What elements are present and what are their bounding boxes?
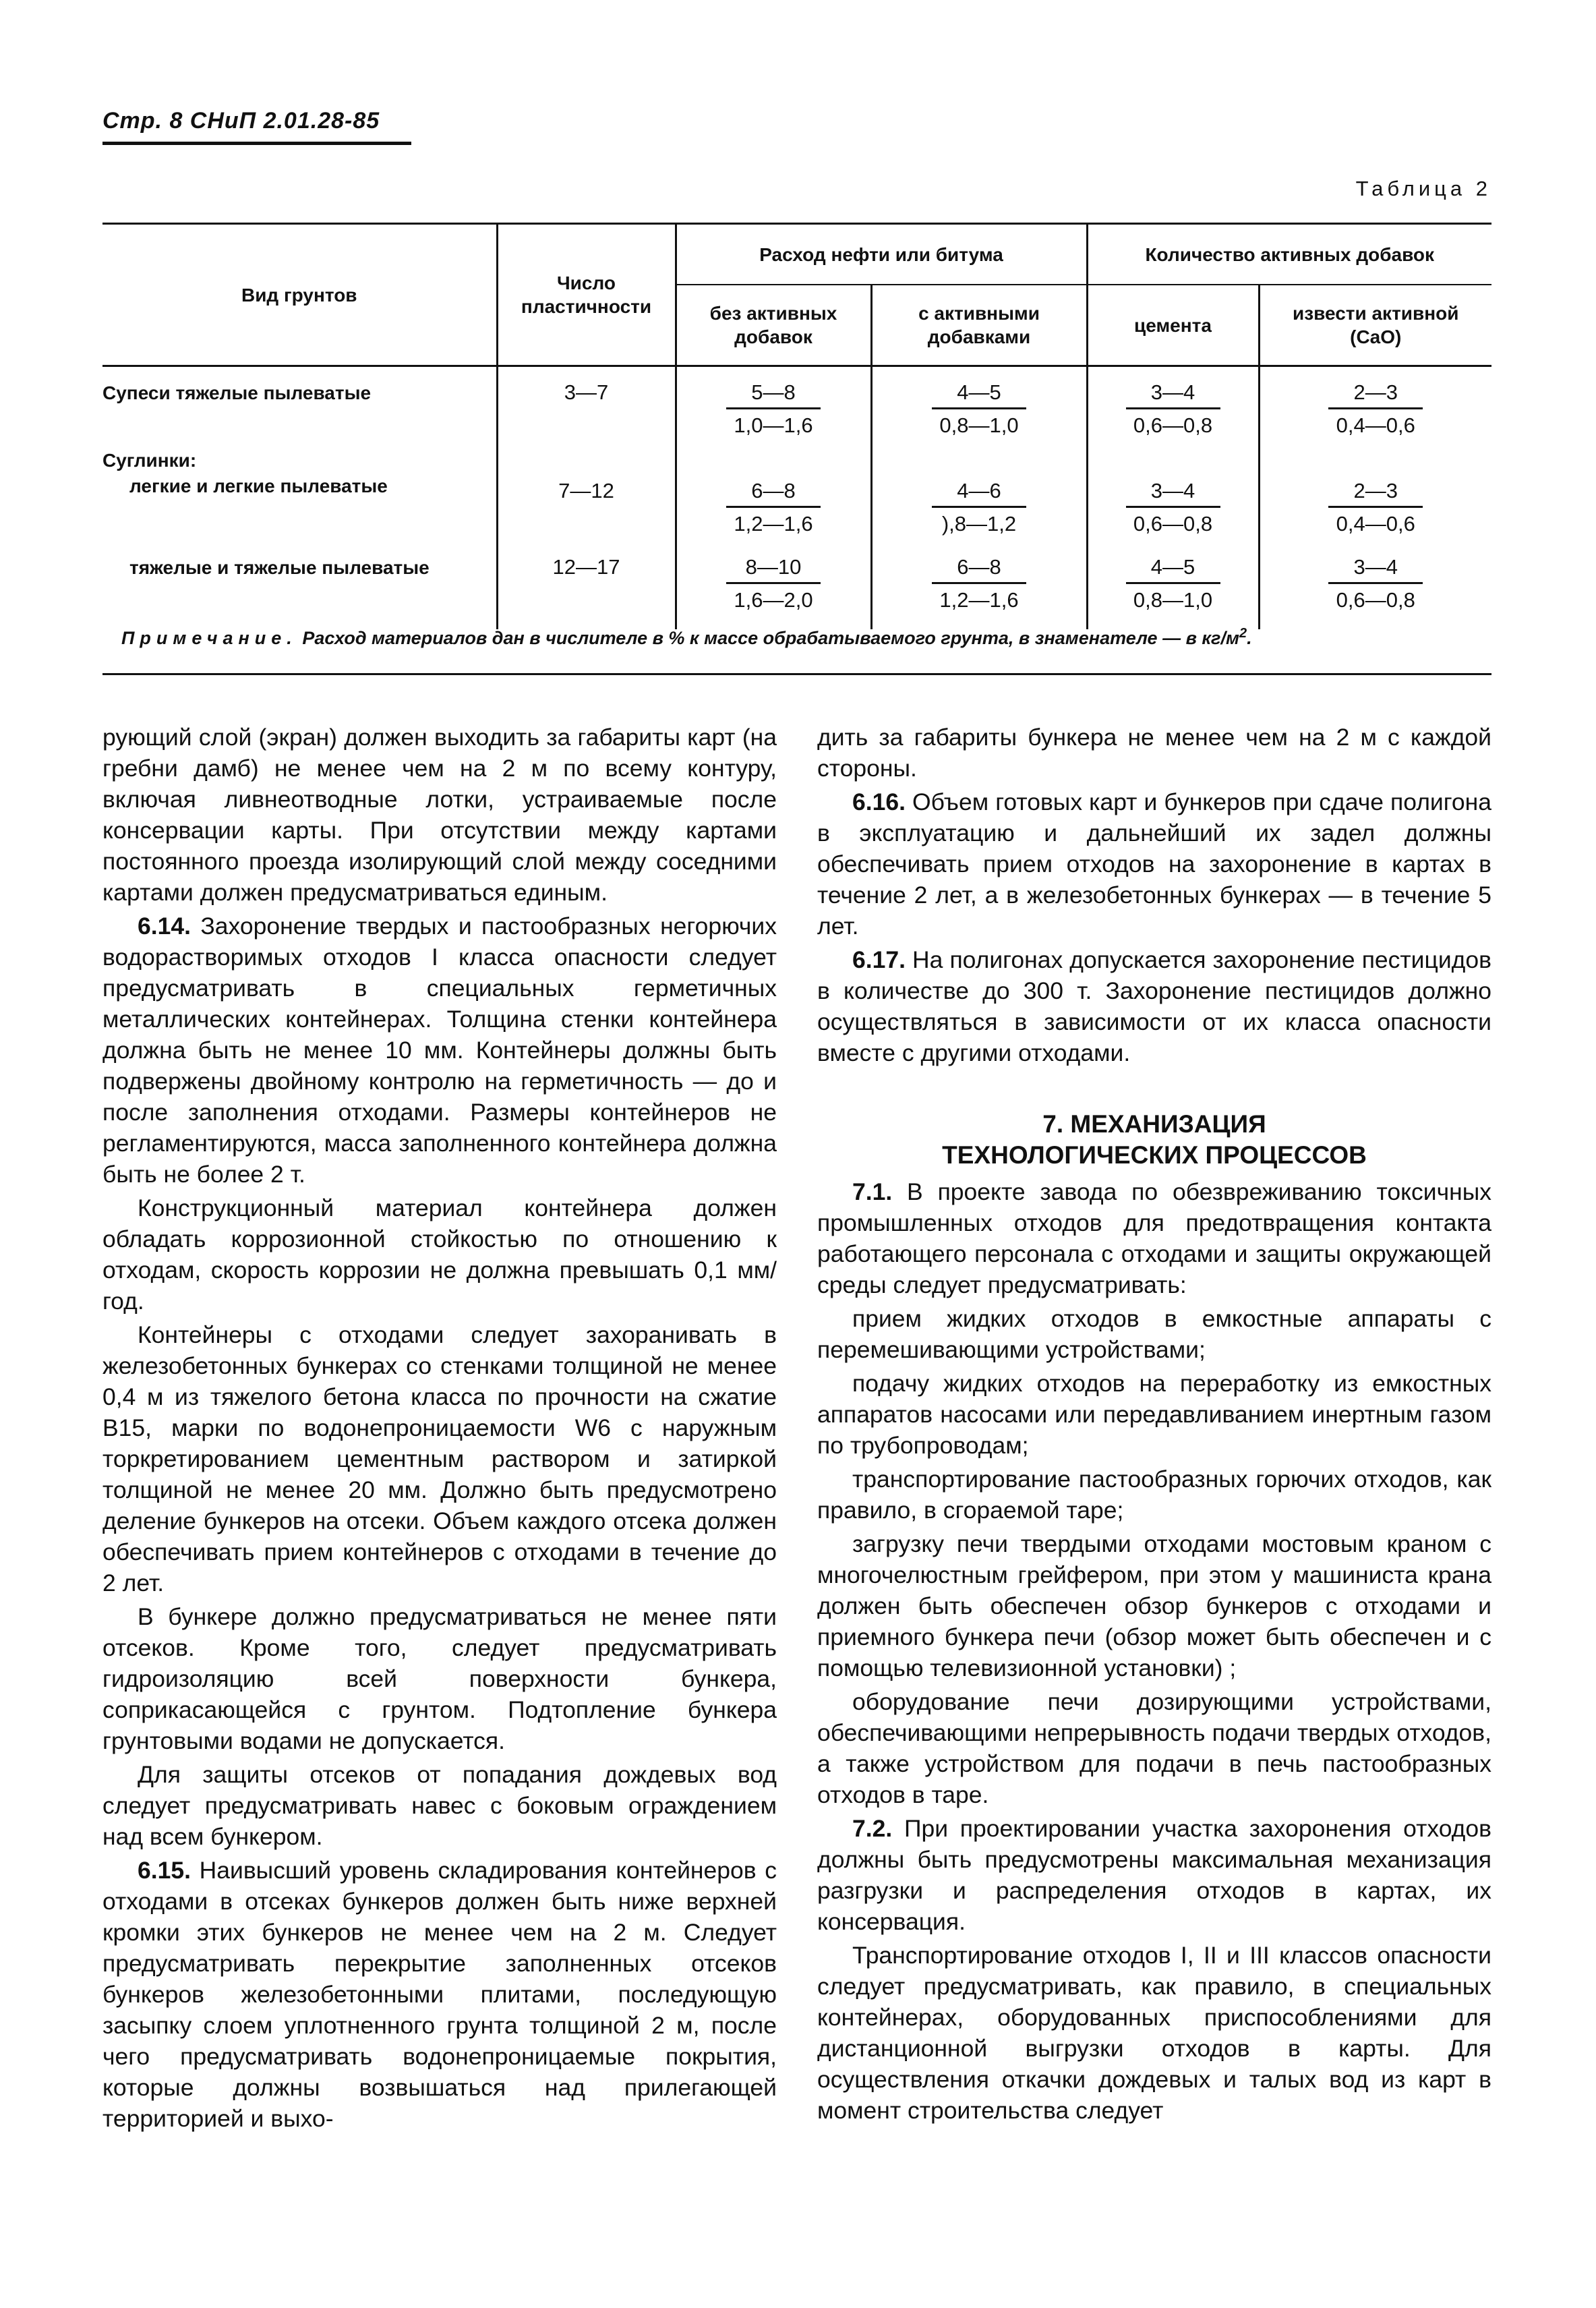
paragraph-text: подачу жидких отходов на переработку из емкостных аппаратов насосами или передавливанием инертным газом по трубопроводам; (817, 1370, 1491, 1459)
table-bottom-rule (102, 673, 1491, 675)
denominator: 0,4—0,6 (1336, 512, 1415, 536)
left-column (102, 722, 777, 2137)
header-active-additives: Количество активных добавок (1087, 224, 1491, 285)
note-text: Расход материалов дан в числителе в % к массе обрабатываемого грунта, в знаменателе — в кг/м (302, 628, 1239, 648)
paragraph (817, 1940, 1491, 2126)
denominator: ),8—1,2 (941, 512, 1017, 536)
list-item (817, 1303, 1491, 1365)
header-oil-bitumen: Расход нефти или битума (676, 224, 1087, 285)
paragraph (102, 1192, 777, 1317)
clause-number: 6.17. (852, 946, 906, 973)
header-rule (102, 142, 411, 145)
paragraph-text: рующий слой (экран) должен выходить за габариты карт (на гребни дамб) не менее чем на 2 м по всему контуру, включая ливнеотводные лотки, устраиваемые после консервации карты. При отсутствии между картами постоянного проезда изолирующий слой между соседними картами должен предусматриваться единым. (102, 724, 777, 906)
fraction-cell (726, 380, 821, 438)
paragraph-text: Объем готовых карт и бункеров при сдаче полигона в эксплуатацию и дальнейший их задел должны обеспечивать прием отходов на захоронение в картах в течение 2 лет, а в железобетонных бункерах — в течение 5 лет. (817, 788, 1491, 940)
numerator: 3—4 (1328, 555, 1423, 584)
denominator: 0,8—1,0 (939, 413, 1019, 437)
section-heading (817, 1109, 1491, 1171)
paragraph-text: Наивысший уровень складирования контейнеров с отходами в отсеках бункеров должен быть ниже верхней кромки этих бункеров не менее чем на 2 м. Следует предусматривать перекрытие заполненных отсеков бункеров железобетонными плитами, последующую засыпку слоем уплотненного грунта толщиной 2 м, после чего предусматривать водонепроницаемые покрытия, которые должны возвышаться над прилегающей территорией и выхо- (102, 1857, 777, 2132)
paragraph-text: прием жидких отходов в емкостные аппараты с перемешивающими устройствами; (817, 1305, 1491, 1363)
paragraph-text: Конструкционный материал контейнера должен обладать коррозионной стойкостью по отношению к отходам, скорость коррозии не должна превышать 0,1 мм/год. (102, 1194, 777, 1315)
table-row (102, 536, 1491, 629)
paragraph (102, 1759, 777, 1852)
denominator: 1,2—1,6 (734, 512, 813, 536)
right-column (817, 722, 1491, 2129)
paragraph-text: оборудование печи дозирующими устройствами, обеспечивающими непрерывность подачи твердых отходов, а также устройством для подачи в печь пастообразных отходов в таре. (817, 1688, 1491, 1808)
numerator: 3—4 (1126, 479, 1220, 508)
paragraph-text: При проектировании участка захоронения отходов должны быть предусмотрены максимальная механизация разгрузки и распределения отходов в картах, их консервация. (817, 1815, 1491, 1935)
fraction-cell (1126, 479, 1220, 536)
numerator: 5—8 (726, 380, 821, 409)
soil-name: легкие и легкие пылеватые (129, 475, 388, 496)
numerator: 2—3 (1328, 380, 1423, 409)
denominator: 0,6—0,8 (1336, 588, 1415, 612)
plasticity-value: 3—7 (564, 380, 609, 404)
soil-group-name: Суглинки: (102, 450, 197, 471)
paragraph (817, 944, 1491, 1068)
paragraph (817, 1176, 1491, 1300)
fraction-cell (726, 555, 821, 612)
paragraph (102, 1601, 777, 1756)
list-item (817, 1464, 1491, 1526)
paragraph-text: Захоронение твердых и пастообразных негорючих водорастворимых отходов I класса опасности следует предусматривать в специальных герметичных металлических контейнерах. Толщина стенки контейнера должна быть не менее 10 мм. Контейнеры должны быть подвержены двойному контролю на герметичность — до и после заполнения отходами. Размеры контейнеров не регламентируются, масса заполненного контейнера должна быть не более 2 т. (102, 913, 777, 1188)
numerator: 6—8 (726, 479, 821, 508)
numerator: 4—5 (1126, 555, 1220, 584)
denominator: 1,2—1,6 (939, 588, 1019, 612)
numerator: 4—6 (932, 479, 1026, 508)
fraction-cell (1328, 555, 1423, 612)
note-label: Примечание. (121, 628, 297, 648)
fraction-cell (1126, 555, 1220, 612)
table-row (102, 448, 1491, 536)
header-with-additives: с активными добавками (871, 285, 1087, 366)
paragraph (817, 786, 1491, 942)
note-superscript: 2 (1239, 626, 1247, 641)
denominator: 0,6—0,8 (1133, 413, 1213, 437)
paragraph-text: В бункере должно предусматриваться не менее пяти отсеков. Кроме того, следует предусматривать гидроизоляцию всей поверхности бункера, соприкасающейся с грунтом. Подтопление бункера грунтовыми водами не допускается. (102, 1603, 777, 1754)
paragraph-text: Контейнеры с отходами следует захоранивать в железобетонных бункерах со стенками толщиной не менее 0,4 м из тяжелого бетона класса по прочности на сжатие B15, марки по водонепроницаемости W6 с наружным торкретированием цементным раствором и затиркой толщиной не менее 20 мм. Должно быть предусмотрено деление бункеров на отсеки. Объем каждого отсека должен обеспечивать прием контейнеров с отходами в течение до 2 лет. (102, 1321, 777, 1596)
numerator: 2—3 (1328, 479, 1423, 508)
soil-table (102, 223, 1491, 629)
numerator: 8—10 (726, 555, 821, 584)
paragraph-text: дить за габариты бункера не менее чем на 2 м с каждой стороны. (817, 724, 1491, 782)
clause-number: 7.2. (852, 1815, 893, 1842)
paragraph-text: транспортирование пастообразных горючих отходов, как правило, в сгораемой таре; (817, 1466, 1491, 1524)
table-label: Таблица 2 (1355, 177, 1491, 200)
numerator: 6—8 (932, 555, 1026, 584)
fraction-cell (1328, 479, 1423, 536)
denominator: 1,0—1,6 (734, 413, 813, 437)
paragraph-text: На полигонах допускается захоронение пестицидов в количестве до 300 т. Захоронение пестицидов должно осуществляться в зависимости от их класса опасности вместе с другими отходами. (817, 946, 1491, 1066)
header-plasticity: Число пластичности (497, 224, 676, 366)
page-header: Стр. 8 СНиП 2.01.28-85 (102, 108, 380, 134)
paragraph-text: Для защиты отсеков от попадания дождевых вод следует предусматривать навес с боковым ограждением над всем бункером. (102, 1761, 777, 1850)
denominator: 1,6—2,0 (734, 588, 813, 612)
section-heading-line: ТЕХНОЛОГИЧЕСКИХ ПРОЦЕССОВ (942, 1141, 1367, 1169)
fraction-cell (932, 555, 1026, 612)
note-end: . (1247, 628, 1252, 648)
clause-number: 6.16. (852, 788, 906, 815)
denominator: 0,4—0,6 (1336, 413, 1415, 437)
paragraph-text: Транспортирование отходов I, II и III классов опасности следует предусматривать, как правило, в специальных контейнерах, оборудованных приспособлениями для дистанционной выгрузки отходов в карты. Для осуществления откачки дождевых и талых вод из карт в момент строительства следует (817, 1942, 1491, 2124)
soil-table-wrap (102, 223, 1491, 629)
table-row (102, 366, 1491, 449)
list-item (817, 1368, 1491, 1461)
fraction-cell (1126, 380, 1220, 438)
denominator: 0,8—1,0 (1133, 588, 1213, 612)
fraction-cell (726, 479, 821, 536)
clause-number: 6.14. (138, 913, 191, 940)
header-lime: извести активной (CaO) (1259, 285, 1491, 366)
list-item (817, 1686, 1491, 1810)
fraction-cell (932, 479, 1026, 536)
fraction-cell (932, 380, 1026, 438)
paragraph-text: загрузку печи твердыми отходами мостовым краном с многочелюстным грейфером, при этом у машиниста крана должен быть обеспечен обзор бункеров с отходами и приемного бункера печи (обзор может быть обеспечен и с помощью телевизионной установки) ; (817, 1530, 1491, 1681)
clause-number: 7.1. (852, 1178, 893, 1205)
paragraph (102, 722, 777, 908)
header-cement: цемента (1087, 285, 1259, 366)
paragraph (817, 1813, 1491, 1937)
section-heading-line: 7. МЕХАНИЗАЦИЯ (1042, 1110, 1266, 1138)
denominator: 0,6—0,8 (1133, 512, 1213, 536)
numerator: 3—4 (1126, 380, 1220, 409)
header-soil-type: Вид грунтов (102, 224, 497, 366)
list-item (817, 1528, 1491, 1683)
clause-number: 6.15. (138, 1857, 191, 1884)
plasticity-value: 7—12 (558, 479, 614, 502)
paragraph-text: В проекте завода по обезвреживанию токсичных промышленных отходов для предотвращения контакта работающего персонала с отходами и защиты окружающей среды следует предусматривать: (817, 1178, 1491, 1298)
table-note (121, 626, 1252, 649)
fraction-cell (1328, 380, 1423, 438)
paragraph (817, 722, 1491, 784)
paragraph (102, 911, 777, 1190)
soil-name: тяжелые и тяжелые пылеватые (129, 557, 430, 578)
paragraph (102, 1855, 777, 2134)
plasticity-value: 12—17 (552, 555, 620, 579)
paragraph (102, 1319, 777, 1598)
soil-name: Супеси тяжелые пылеватые (102, 382, 372, 403)
numerator: 4—5 (932, 380, 1026, 409)
header-no-additives: без активных добавок (676, 285, 871, 366)
